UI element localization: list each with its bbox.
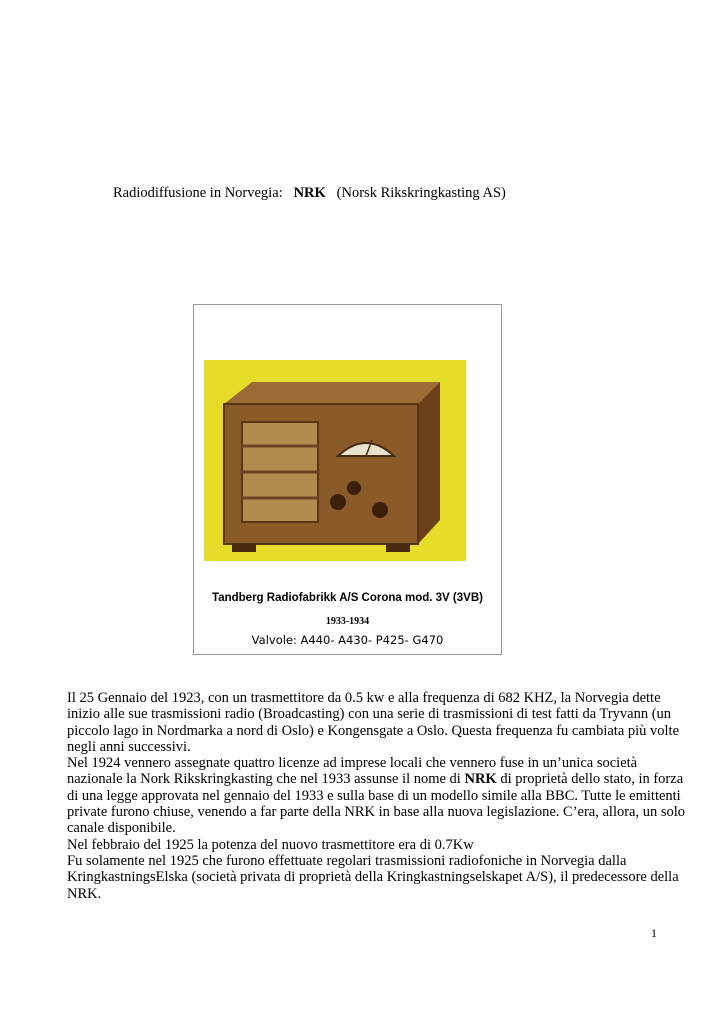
heading-acronym: NRK xyxy=(293,185,326,201)
page-number: 1 xyxy=(651,926,657,940)
cabinet-foot-left xyxy=(232,544,256,552)
paragraph-2-start: Nel 1924 vennero assegnate quattro licenze ad imprese locali che vennero fuse in un’unica società nazionale la Nork Rikskringkasting che nel 1933 assunse il nome di xyxy=(67,755,638,788)
knob-left xyxy=(330,494,346,510)
heading-prefix: Radiodiffusione in Norvegia: xyxy=(113,185,283,201)
paragraph-3: Nel febbraio del 1925 la potenza del nuovo trasmettitore era di 0.7Kw xyxy=(67,836,474,853)
paragraph-2 xyxy=(67,755,687,836)
knob-center xyxy=(347,481,361,495)
figure-title: Tandberg Radiofabrikk A/S Corona mod. 3V (3VB) xyxy=(212,592,483,604)
cabinet-side xyxy=(418,382,440,544)
figure-valves: Valvole: A440- A430- P425- G470 xyxy=(251,633,444,647)
radio-icon xyxy=(204,360,466,561)
radio-photo xyxy=(204,360,466,561)
paragraph-1: Il 25 Gennaio del 1923, con un trasmettitore da 0.5 kw e alla frequenza di 682 KHZ, la Norvegia dette inizio alle sue trasmissioni radio (Broadcasting) con una serie di trasmissioni di test fatti da Tryvann (un piccolo lago in Nordmarka a nord di Oslo) e Kongensgate a Oslo. Questa frequenza fu cambiata più volte negli anni successivi. xyxy=(67,690,680,755)
body-text xyxy=(67,690,687,902)
knob-right xyxy=(372,502,388,518)
cabinet-top xyxy=(224,382,440,404)
page-heading xyxy=(113,185,506,202)
figure-box xyxy=(193,304,502,655)
heading-full-name: (Norsk Rikskringkasting AS) xyxy=(336,185,506,201)
paragraph-4: Fu solamente nel 1925 che furono effettuate regolari trasmissioni radiofoniche in Norvegia dalla KringkastningsElska (società privata di proprietà della Kringkastningselskapet A/S), il predecessore della NRK. xyxy=(67,852,679,902)
paragraph-2-end: di proprietà dello stato, in forza di una legge approvata nel gennaio del 1933 e sulla base di un modello simile alla BBC. Tutte le emittenti private furono chiuse, venendo a far parte della NRK in base alla nuova legislazione. C’era, allora, un solo canale disponibile. xyxy=(67,771,686,837)
paragraph-2-bold: NRK xyxy=(464,771,497,788)
figure-years: 1933-1934 xyxy=(325,616,370,627)
cabinet-foot-right xyxy=(386,544,410,552)
